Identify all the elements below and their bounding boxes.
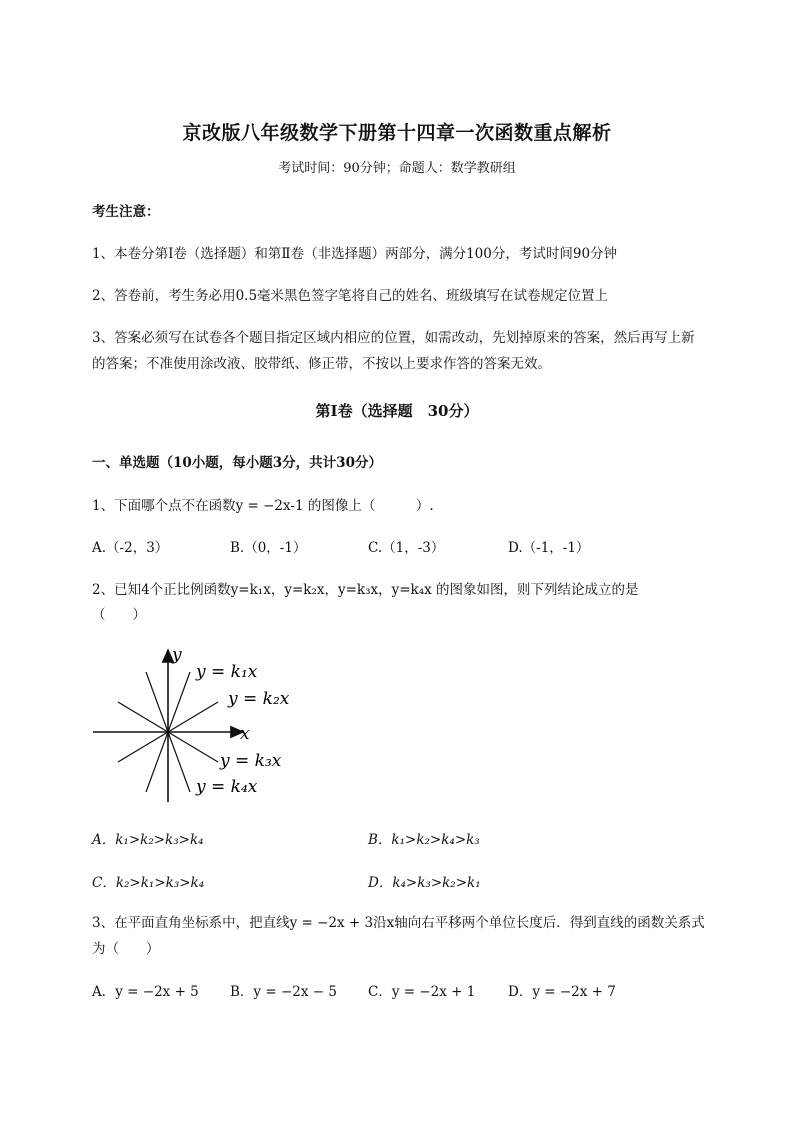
page-subtitle: 考试时间：90分钟；命题人：数学教研组 xyxy=(278,161,516,176)
question-1-option-c: C.（1，-3） xyxy=(368,540,445,556)
y-axis-label: y xyxy=(172,645,182,665)
question-1-option-d: D.（-1，-1） xyxy=(508,540,590,556)
notice-item: 3、答案必须写在试卷各个题目指定区域内相应的位置，如需改动，先划掉原来的答案，然后再写上新 xyxy=(92,330,695,346)
page-title: 京改版八年级数学下册第十四章一次函数重点解析 xyxy=(182,122,612,144)
question-2-option-b: B．k₁>k₂>k₄>k₃ xyxy=(368,832,480,848)
line-k3-label: y = k₃x xyxy=(220,751,282,771)
question-3-stem: 3、在平面直角坐标系中，把直线y = −2x + 3沿x轴向右平移两个单位长度后．得到直线的函数关系式 xyxy=(92,915,705,931)
part-heading: 一、单选题（10小题，每小题3分，共计30分） xyxy=(92,455,382,471)
line-k1-label: y = k₁x xyxy=(196,662,258,682)
question-3-option-d: D．y = −2x + 7 xyxy=(508,984,616,1000)
question-2-option-a: A．k₁>k₂>k₃>k₄ xyxy=(92,832,204,848)
question-3-option-c: C．y = −2x + 1 xyxy=(368,984,476,1000)
notice-item: 2、答卷前，考生务必用0.5毫米黑色签字笔将自己的姓名、班级填写在试卷规定位置上 xyxy=(92,288,609,304)
line-k2-label: y = k₂x xyxy=(228,689,290,709)
question-1-stem: 1、下面哪个点不在函数y = −2x-1 的图像上（ ）. xyxy=(92,498,434,514)
notice-item: 的答案；不准使用涂改液、胶带纸、修正带，不按以上要求作答的答案无效。 xyxy=(92,356,551,372)
question-3-option-b: B．y = −2x − 5 xyxy=(230,984,337,1000)
line-k4-label: y = k₄x xyxy=(196,777,258,797)
proportional-functions-graph xyxy=(88,640,318,810)
notice-heading: 考生注意： xyxy=(92,204,160,220)
question-3-stem-cont: 为（ ） xyxy=(92,941,160,957)
question-1-option-a: A.（-2，3） xyxy=(92,540,169,556)
notice-item: 1、本卷分第Ⅰ卷（选择题）和第Ⅱ卷（非选择题）两部分，满分100分，考试时间90分钟 xyxy=(92,246,618,262)
question-3-option-a: A．y = −2x + 5 xyxy=(92,984,199,1000)
x-axis-label: x xyxy=(240,724,250,744)
question-2-stem: 2、已知4个正比例函数y=k₁x，y=k₂x，y=k₃x，y=k₄x 的图象如图，则下列结论成立的是 xyxy=(92,582,639,598)
question-2-option-c: C．k₂>k₁>k₃>k₄ xyxy=(92,875,205,891)
question-2-stem-cont: （ ） xyxy=(92,607,146,623)
section-title: 第Ⅰ卷（选择题 30分） xyxy=(315,402,479,420)
question-2-option-d: D．k₄>k₃>k₂>k₁ xyxy=(368,875,481,891)
question-1-option-b: B.（0，-1） xyxy=(230,540,307,556)
